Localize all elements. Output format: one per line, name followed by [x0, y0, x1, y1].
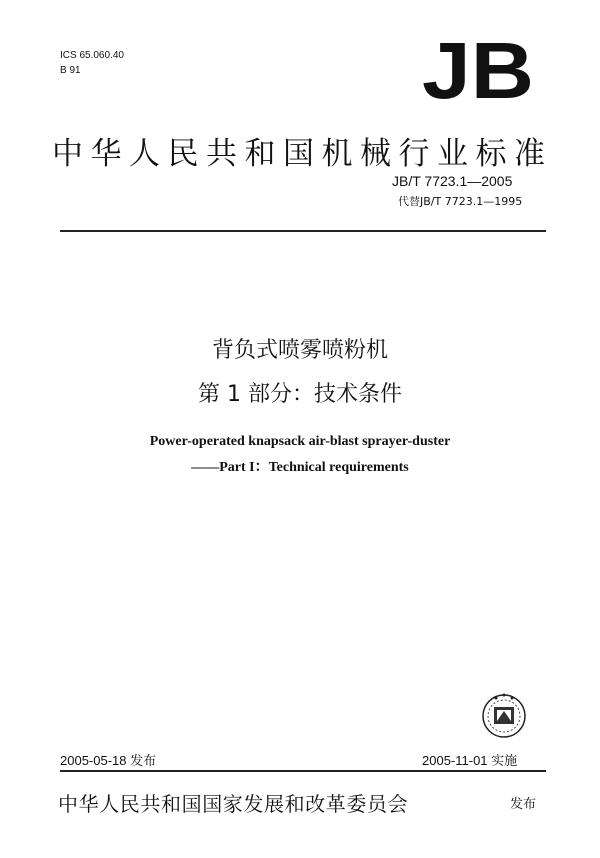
document-subtitle-cn: 第 1 部分：技术条件	[198, 382, 402, 407]
issuing-authority: 中华人民共和国国家发展和改革委员会	[58, 792, 409, 816]
industry-standard-title: 中华人民共和国机械行业标准	[52, 136, 553, 172]
standard-number: JB/T 7723.1—2005	[392, 173, 513, 189]
issued-by-label: 发布	[510, 797, 537, 812]
document-title-en: Power-operated knapsack air-blast sprayer-duster	[149, 434, 451, 449]
publisher-seal-icon	[475, 690, 533, 740]
issue-date: 2005-05-18 发布	[60, 753, 157, 768]
replaces-standard: 代替JB/T 7723.1—1995	[398, 195, 523, 208]
document-title-cn: 背负式喷雾喷粉机	[211, 338, 388, 363]
footer-divider	[60, 770, 546, 772]
ics-code: ICS 65.060.40	[60, 50, 124, 61]
implementation-date: 2005-11-01 实施	[422, 753, 518, 768]
jb-logo	[418, 34, 538, 106]
header-divider	[60, 230, 546, 232]
document-subtitle-en: ——Part I：Technical requirements	[191, 460, 409, 475]
jb-logo-text: JB	[422, 34, 534, 106]
classification-code: B 91	[60, 65, 81, 76]
